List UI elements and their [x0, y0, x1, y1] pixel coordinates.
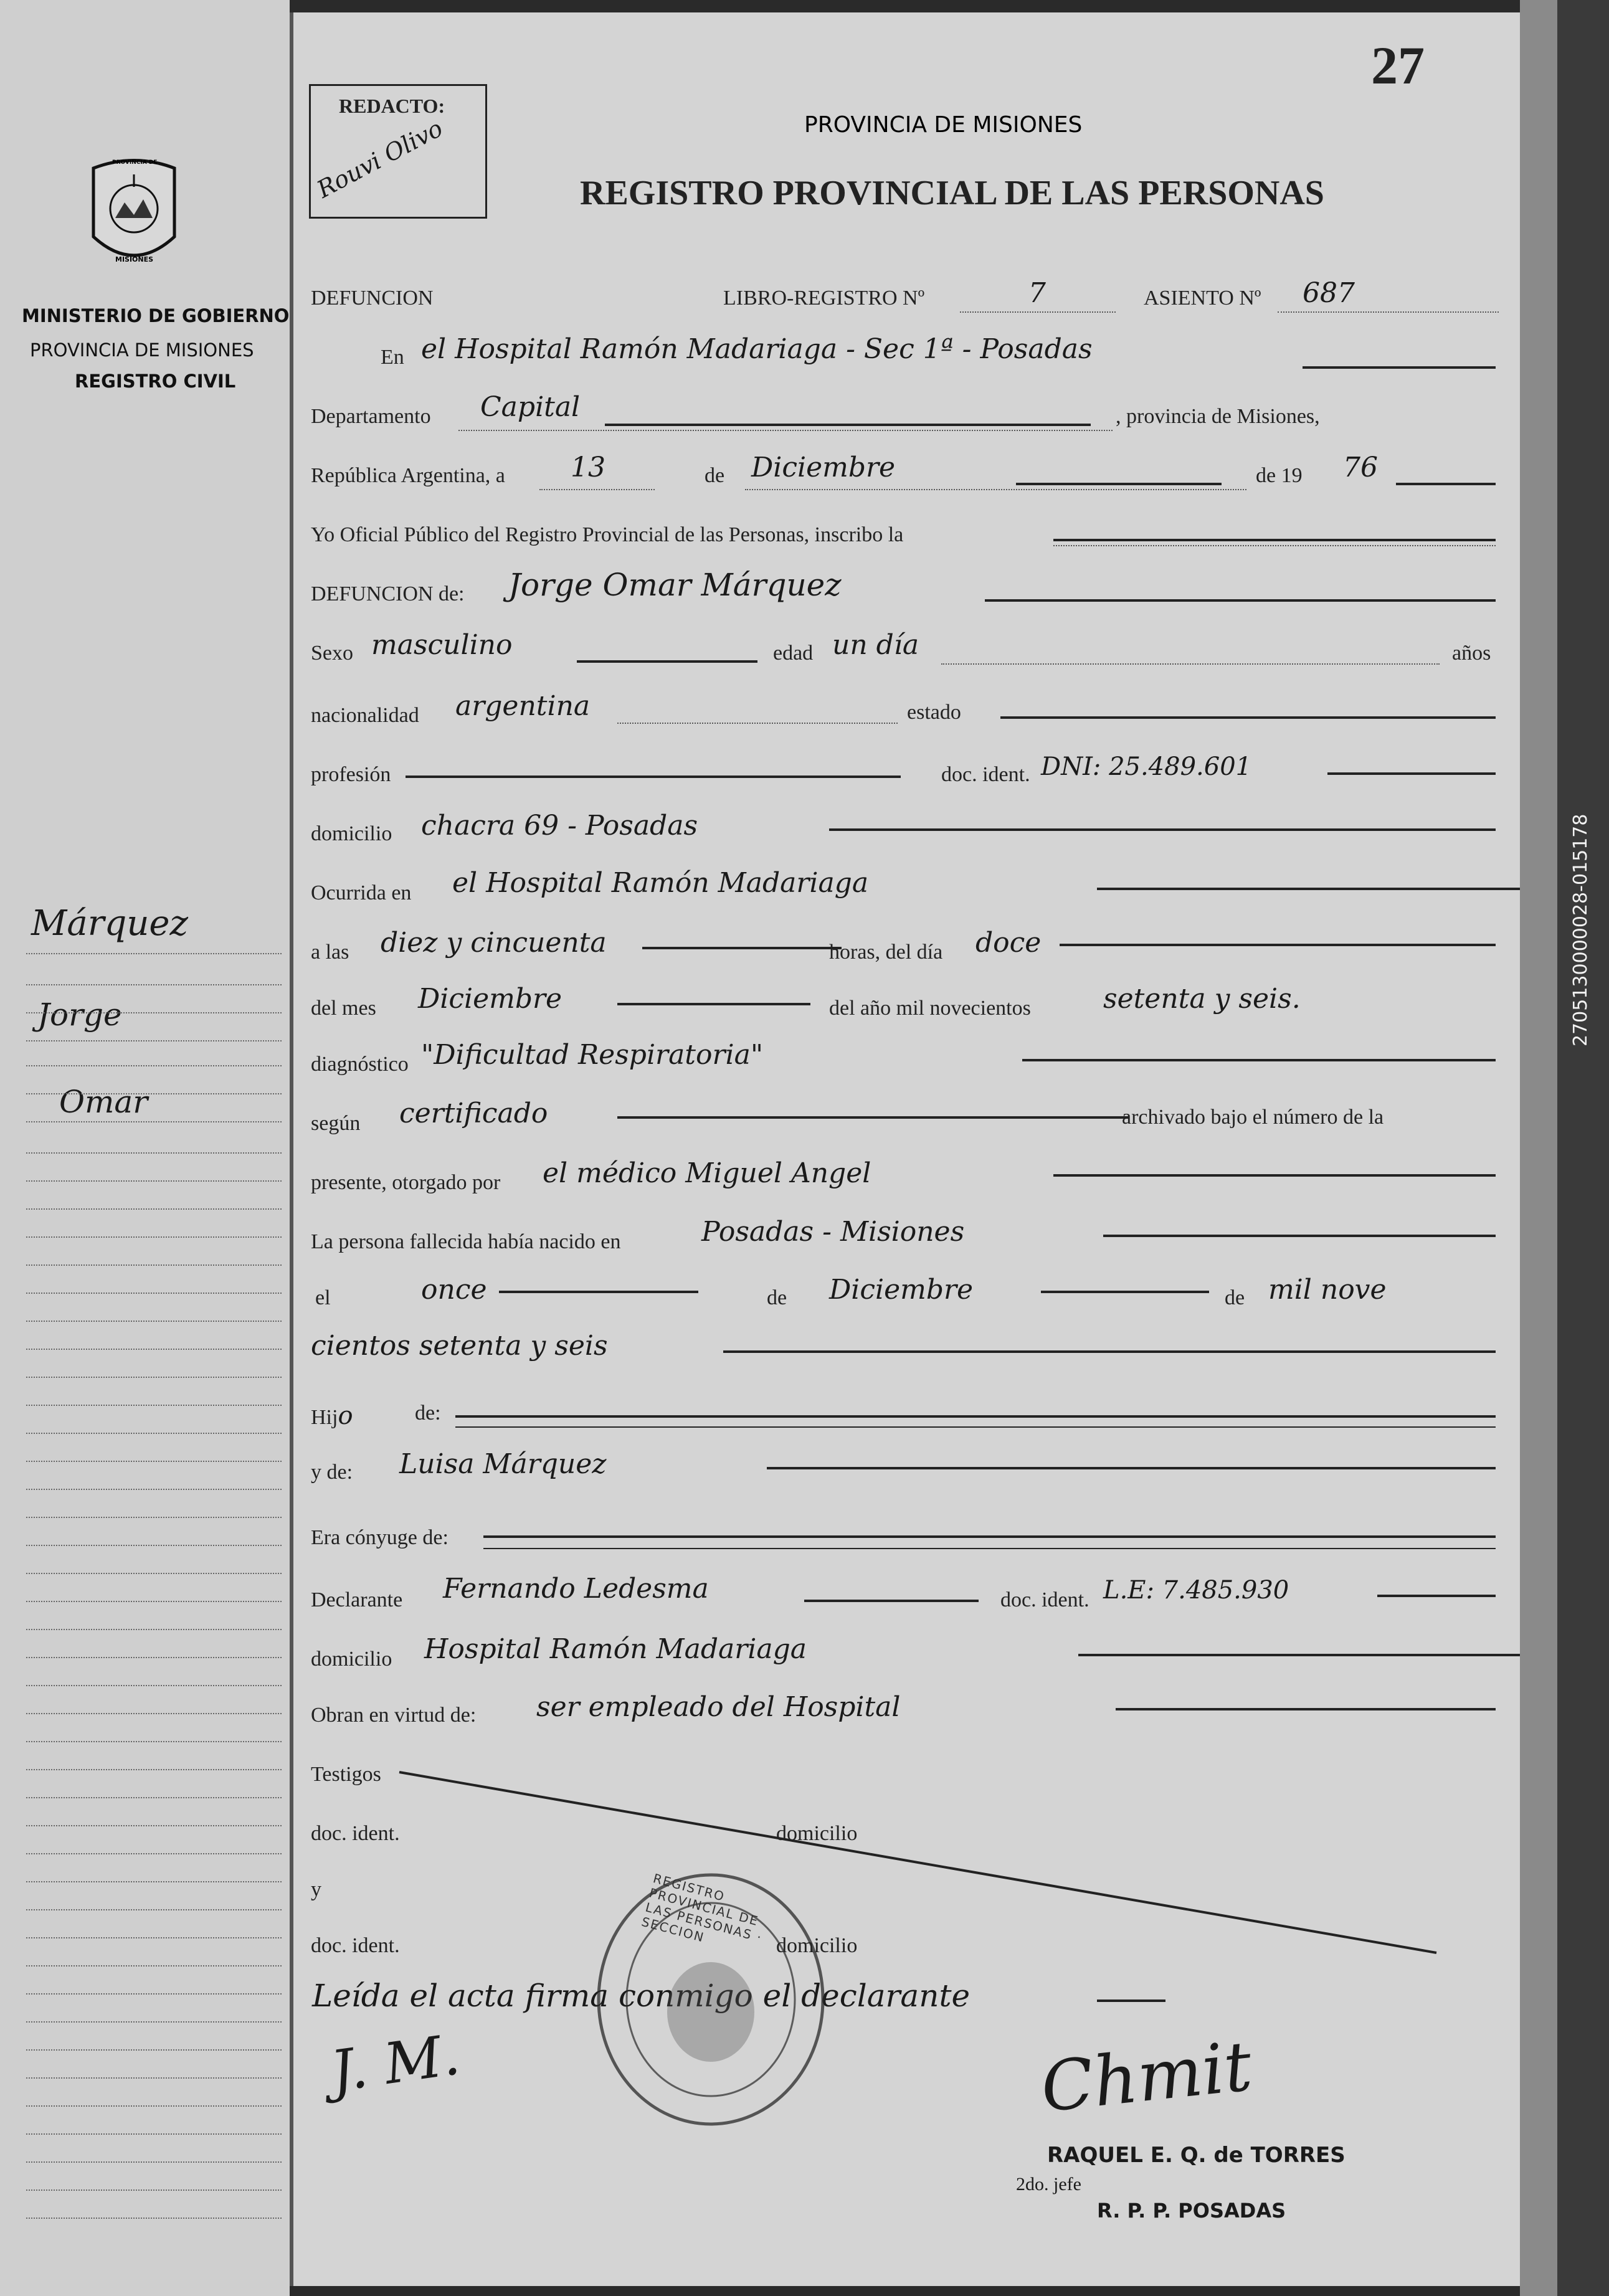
delano-value: setenta y seis.: [1103, 983, 1301, 1015]
yo-text: Yo Oficial Público del Registro Provincial de las Personas, inscribo la: [311, 523, 904, 546]
libro-value: 7: [1028, 277, 1046, 309]
margin-rule: [26, 1489, 282, 1490]
margin-rule: [26, 1093, 282, 1094]
estado-label: estado: [907, 701, 961, 724]
docident2-value: L.E: 7.485.930: [1103, 1576, 1289, 1605]
margin-rule: [26, 984, 282, 985]
official-role: 2do. jefe: [1016, 2174, 1081, 2194]
presente-label: presente, otorgado por: [311, 1171, 501, 1194]
margin-rule: [26, 1180, 282, 1182]
declarant-signature: J. M.: [326, 2022, 464, 2105]
margin-rule: [26, 2133, 282, 2135]
margin-rule: [26, 1040, 282, 1041]
mes-value: Diciembre: [751, 452, 896, 483]
margin-rule: [26, 1517, 282, 1518]
margin-rule: [26, 1741, 282, 1742]
domicilio4-label: domicilio: [776, 1934, 858, 1957]
continuation-value: cientos setenta y seis: [311, 1330, 608, 1362]
libro-label: LIBRO-REGISTRO Nº: [723, 287, 925, 310]
en-value: el Hospital Ramón Madariaga - Sec 1ª - Posadas: [421, 333, 1093, 365]
margin-rule: [26, 1433, 282, 1434]
docident2-label: doc. ident.: [1000, 1588, 1089, 1611]
margin-rule: [26, 1377, 282, 1378]
margin-rule: [26, 1012, 282, 1013]
margin-rule: [26, 2189, 282, 2191]
margin-rule: [26, 1545, 282, 1546]
provincia-text: , provincia de Misiones,: [1116, 405, 1320, 428]
margin-note-name-1: Jorge: [37, 997, 122, 1033]
margin-rule: [26, 1601, 282, 1602]
margin-rule: [26, 1713, 282, 1714]
hija-suffix: o: [338, 1402, 353, 1430]
departamento-value: Capital: [480, 391, 581, 423]
margin-rule: [26, 1881, 282, 1882]
en-label: En: [381, 346, 404, 369]
seal-text-top: PROVINCIA DE: [112, 159, 158, 166]
obran-value: ser empleado del Hospital: [536, 1691, 901, 1723]
stamp-ring-text: REGISTRO PROVINCIAL DE LAS PERSONAS · SECCION: [640, 1871, 764, 1945]
de-label: de: [705, 464, 725, 487]
margin-rule: [26, 1769, 282, 1770]
docident3-label: doc. ident.: [311, 1822, 400, 1845]
alas-value: diez y cincuenta: [381, 927, 607, 959]
horas-value: doce: [975, 927, 1042, 959]
margin-rule: [26, 2049, 282, 2051]
hija-de-label: de:: [415, 1402, 441, 1425]
margin-rule: [26, 1208, 282, 1210]
margin-rule: [26, 1236, 282, 1238]
el-label: el: [315, 1286, 331, 1309]
el-value: once: [421, 1274, 487, 1306]
testigos-label: Testigos: [311, 1763, 381, 1786]
horas-label: horas, del día: [829, 941, 943, 964]
edad-value: un día: [832, 629, 919, 661]
delmes-label: del mes: [311, 997, 376, 1020]
margin-rule: [26, 953, 282, 954]
yde-label: y de:: [311, 1461, 353, 1484]
diagnostico-label: diagnóstico: [311, 1053, 409, 1076]
ministry-line-3: REGISTRO CIVIL: [75, 371, 236, 392]
nacido-label: La persona fallecida había nacido en: [311, 1230, 621, 1253]
page-number: 27: [1371, 36, 1425, 95]
ministry-line-1: MINISTERIO DE GOBIERNO: [22, 305, 290, 326]
departamento-label: Departamento: [311, 405, 431, 428]
nacionalidad-label: nacionalidad: [311, 704, 419, 727]
nacido-value: Posadas - Misiones: [701, 1216, 965, 1248]
margin-rule: [26, 1321, 282, 1322]
margin-rule: [26, 1349, 282, 1350]
margin-rule: [26, 1405, 282, 1406]
anos-label: años: [1452, 642, 1491, 665]
margin-rule: [26, 2077, 282, 2079]
margin-rule: [26, 1461, 282, 1462]
alas-label: a las: [311, 941, 349, 964]
margin-rule: [26, 1937, 282, 1938]
y-label: y: [311, 1878, 321, 1901]
defuncion-value: Jorge Omar Márquez: [508, 567, 842, 603]
domicilio-value: chacra 69 - Posadas: [421, 810, 698, 842]
margin-rule: [26, 2105, 282, 2107]
presente-value: el médico Miguel Angel: [543, 1157, 871, 1189]
margin-rule: [26, 1152, 282, 1154]
segun-value: certificado: [399, 1098, 548, 1129]
left-margin: [0, 0, 290, 2296]
docident4-label: doc. ident.: [311, 1934, 400, 1957]
province-seal: [87, 156, 181, 277]
ocurrida-label: Ocurrida en: [311, 881, 412, 904]
asiento-label: ASIENTO Nº: [1144, 287, 1261, 310]
official-signature: Chmit: [1037, 2026, 1256, 2128]
edad-label: edad: [773, 642, 814, 665]
delmes-value: Diciembre: [418, 983, 562, 1015]
hija-prefix: Hij: [311, 1406, 338, 1429]
docident-value: DNI: 25.489.601: [1041, 752, 1252, 781]
segun-label: según: [311, 1112, 361, 1135]
header-title: REGISTRO PROVINCIAL DE LAS PERSONAS: [580, 174, 1324, 212]
margin-rule: [26, 1825, 282, 1826]
dash-rule: [1097, 2000, 1165, 2002]
scanner-edge: [1520, 0, 1609, 2296]
margin-note-surname: Márquez: [31, 903, 189, 944]
official-office: R. P. P. POSADAS: [1097, 2199, 1286, 2222]
declarante-value: Fernando Ledesma: [443, 1573, 709, 1605]
de19-label: de 19: [1256, 464, 1303, 487]
ministry-line-2: PROVINCIA DE MISIONES: [30, 339, 254, 361]
anio-value: 76: [1343, 452, 1378, 483]
margin-rule: [26, 1965, 282, 1966]
domicilio2-label: domicilio: [311, 1648, 392, 1671]
margin-rule: [26, 1657, 282, 1658]
conyuge-label: Era cónyuge de:: [311, 1526, 449, 1549]
margin-rule: [26, 2021, 282, 2023]
asiento-value: 687: [1303, 277, 1355, 309]
registry-stamp: [592, 1869, 829, 2130]
margin-rule: [26, 1685, 282, 1686]
testigos-strike-line: [293, 12, 1524, 2286]
margin-note-name-2: Omar: [59, 1084, 148, 1120]
delano-label: del año mil novecientos: [829, 997, 1031, 1020]
margin-rule: [26, 1853, 282, 1854]
ocurrida-value: el Hospital Ramón Madariaga: [452, 867, 869, 899]
dia-value: 13: [571, 452, 605, 483]
margin-rule: [26, 2161, 282, 2163]
leida-value: Leída el acta firma conmigo el declarante: [312, 1978, 971, 2014]
de2-label: de: [767, 1286, 787, 1309]
redacto-signature: Rouvi Olivo: [312, 114, 447, 204]
declarante-label: Declarante: [311, 1588, 403, 1611]
margin-rule: [26, 1629, 282, 1630]
de3-value: mil nove: [1268, 1274, 1387, 1306]
margin-rule: [26, 1909, 282, 1910]
margin-rule: [26, 2218, 282, 2219]
record-type: DEFUNCION: [311, 287, 434, 310]
domicilio2-value: Hospital Ramón Madariaga: [424, 1633, 807, 1665]
domicilio-label: domicilio: [311, 822, 392, 845]
sexo-value: masculino: [371, 629, 513, 661]
margin-rule: [26, 1121, 282, 1122]
archive-id: 2705130000028-015178: [1570, 814, 1592, 1046]
de3-label: de: [1225, 1286, 1245, 1309]
seal-text-bottom: MISIONES: [115, 255, 154, 263]
docident-label: doc. ident.: [941, 763, 1030, 786]
defuncion-label: DEFUNCION de:: [311, 582, 465, 605]
redacto-label: REDACTO:: [339, 95, 445, 117]
header-province: PROVINCIA DE MISIONES: [804, 112, 1083, 138]
yde-value: Luisa Márquez: [399, 1448, 607, 1480]
margin-rule: [26, 1264, 282, 1266]
de2-value: Diciembre: [829, 1274, 974, 1306]
margin-rule: [26, 1065, 282, 1066]
death-record-page: [290, 12, 1524, 2286]
domicilio3-label: domicilio: [776, 1822, 858, 1845]
nacionalidad-value: argentina: [455, 690, 591, 722]
profesion-label: profesión: [311, 763, 391, 786]
obran-label: Obran en virtud de:: [311, 1704, 477, 1727]
archivado-label: archivado bajo el número de la: [1122, 1106, 1384, 1129]
margin-rule: [26, 1797, 282, 1798]
sexo-label: Sexo: [311, 642, 353, 665]
margin-rule: [26, 1293, 282, 1294]
official-name: RAQUEL E. Q. de TORRES: [1047, 2143, 1346, 2168]
republica-label: República Argentina, a: [311, 464, 505, 487]
diagnostico-value: "Dificultad Respiratoria": [421, 1039, 764, 1071]
margin-rule: [26, 1993, 282, 1995]
margin-rule: [26, 1573, 282, 1574]
